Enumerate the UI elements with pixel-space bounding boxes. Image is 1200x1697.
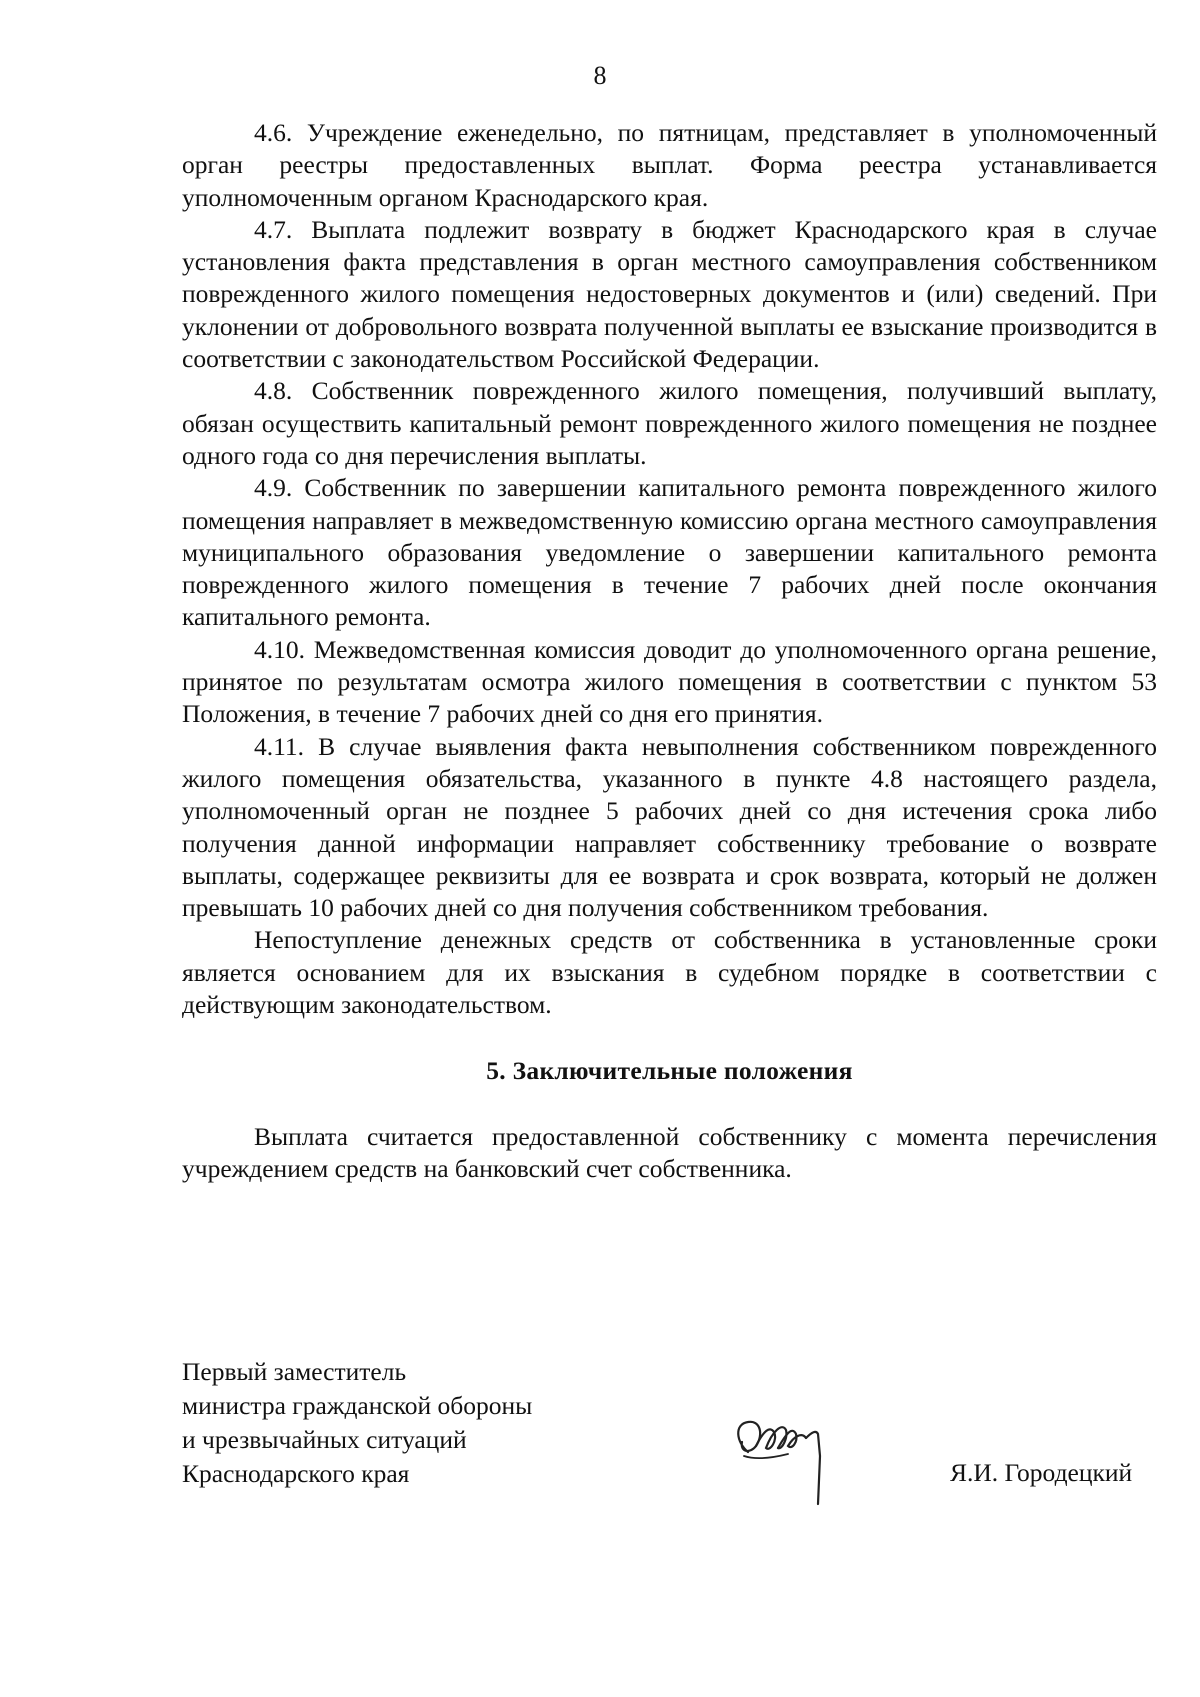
paragraph-4-6: 4.6. Учреждение еженедельно, по пятницам, представляет в уполномоченный орган реестры предоставленных выплат. Форма реестра устанавливается уполномоченным органом Краснодарского края. — [182, 118, 1157, 212]
paragraph-4-11: 4.11. В случае выявления факта невыполнения собственником поврежденного жилого помещения обязательства, указанного в пункте 4.8 настоящего раздела, уполномоченный орган не позднее 5 рабочих дней со дня истечения срока либо получения данной информации направляет собственнику требование о возврате выплаты, содержащее реквизиты для ее возврата и срок возврата, который не должен превышать 10 рабочих дней со дня получения собственником требования. — [182, 731, 1157, 923]
paragraph-4-8: 4.8. Собственник поврежденного жилого помещения, получивший выплату, обязан осуществить капитальный ремонт поврежденного жилого помещения не позднее одного года со дня перечисления выплаты. — [182, 376, 1157, 470]
signer-name: Я.И. Городецкий — [950, 1458, 1133, 1487]
position-line: Первый заместитель — [182, 1357, 407, 1386]
position-line: Краснодарского края — [182, 1459, 410, 1488]
final-paragraph: Выплата считается предоставленной собственнику с момента перечисления учреждением средств на банковский счет собственника. — [182, 1121, 1157, 1183]
position-line: и чрезвычайных ситуаций — [182, 1425, 467, 1454]
page-number: 8 — [593, 61, 607, 90]
handwritten-signature — [726, 1412, 846, 1512]
paragraph-4-10: 4.10. Межведомственная комиссия доводит до уполномоченного органа решение, принятое по результатам осмотра жилого помещения в соответствии с пунктом 53 Положения, в течение 7 рабочих дней со дня его принятия. — [182, 634, 1157, 729]
paragraph-4-7: 4.7. Выплата подлежит возврату в бюджет Краснодарского края в случае установления факта представления в орган местного самоуправления собственником поврежденного жилого помещения недостоверных документов и (или) сведений. При уклонении от добровольного возврата полученной выплаты ее взыскание производится в соответствии с законодательством Российской Федерации. — [182, 214, 1157, 374]
document-body — [182, 117, 1157, 1185]
signature-position — [182, 1355, 622, 1491]
section-heading: 5. Заключительные положения — [486, 1056, 853, 1086]
paragraph-non-receipt: Непоступление денежных средств от собственника в установленные сроки является основанием для их взыскания в судебном порядке в соответствии с действующим законодательством. — [182, 925, 1157, 1020]
paragraph-4-9: 4.9. Собственник по завершении капитального ремонта поврежденного жилого помещения направляет в межведомственную комиссию органа местного самоуправления муниципального образования уведомление о завершении капитального ремонта поврежденного жилого помещения в течение 7 рабочих дней после окончания капитального ремонта. — [182, 473, 1157, 632]
position-line: министра гражданской обороны — [182, 1391, 533, 1420]
